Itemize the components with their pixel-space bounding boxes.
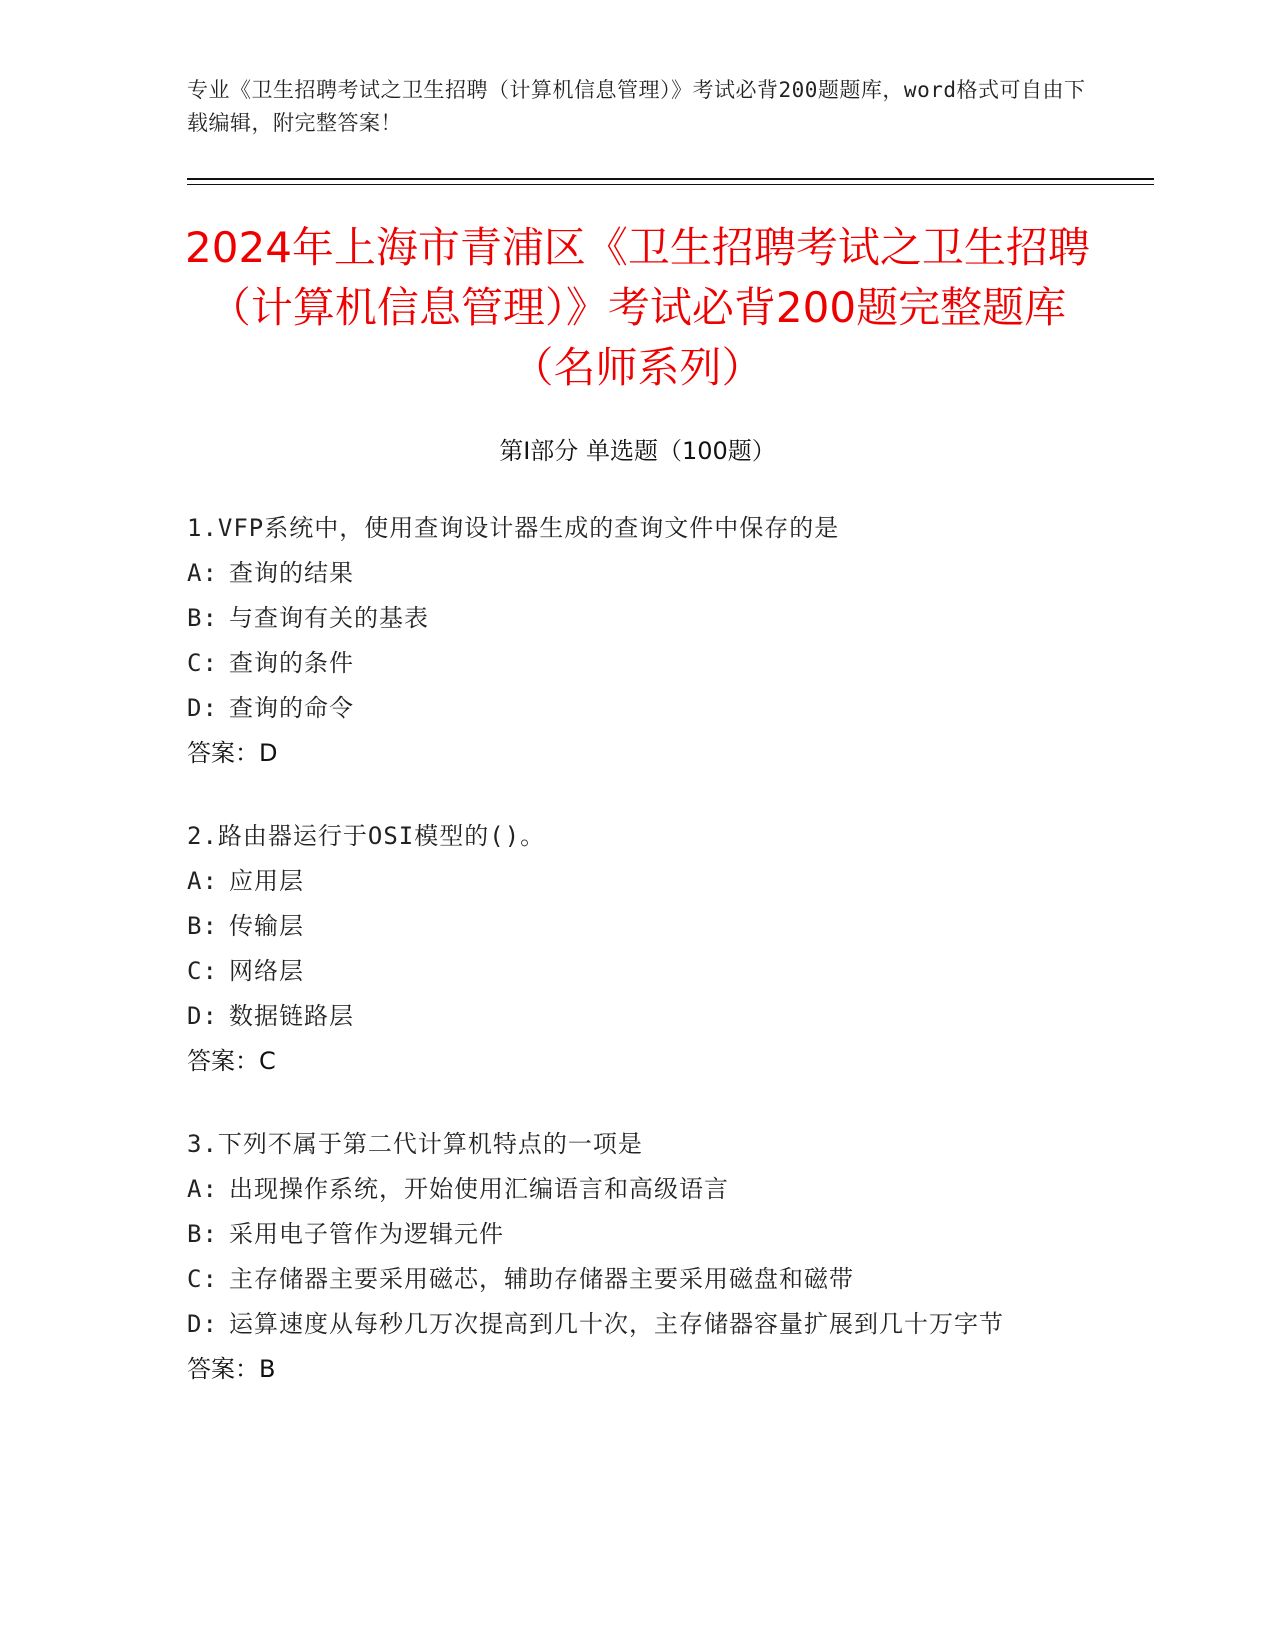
header-divider-thick bbox=[187, 178, 1154, 180]
option-b bbox=[187, 1212, 1087, 1257]
option-text: 应用层 bbox=[229, 867, 304, 895]
question-stem: 2.路由器运行于OSI模型的()。 bbox=[187, 822, 546, 850]
option-text: 查询的结果 bbox=[229, 559, 354, 587]
option-text: 主存储器主要采用磁芯，辅助存储器主要采用磁盘和磁带 bbox=[229, 1265, 854, 1293]
option-c bbox=[187, 949, 1087, 994]
option-text: 采用电子管作为逻辑元件 bbox=[229, 1220, 504, 1248]
option-text: 查询的条件 bbox=[229, 649, 354, 677]
option-key: C: bbox=[187, 957, 218, 985]
answer: 答案：C bbox=[187, 1047, 276, 1075]
question-1 bbox=[187, 506, 1087, 776]
option-b bbox=[187, 904, 1087, 949]
option-text: 运算速度从每秒几万次提高到几十次，主存储器容量扩展到几十万字节 bbox=[229, 1310, 1004, 1338]
option-d bbox=[187, 686, 1087, 731]
option-a bbox=[187, 859, 1087, 904]
option-key: B: bbox=[187, 1220, 218, 1248]
option-d bbox=[187, 994, 1087, 1039]
option-b bbox=[187, 596, 1087, 641]
option-key: C: bbox=[187, 649, 218, 677]
option-key: D: bbox=[187, 1002, 218, 1030]
option-key: D: bbox=[187, 1310, 218, 1338]
option-key: A: bbox=[187, 867, 218, 895]
option-text: 查询的命令 bbox=[229, 694, 354, 722]
option-a bbox=[187, 1167, 1087, 1212]
option-text: 传输层 bbox=[229, 912, 304, 940]
option-text: 出现操作系统，开始使用汇编语言和高级语言 bbox=[229, 1175, 729, 1203]
option-text: 网络层 bbox=[229, 957, 304, 985]
question-2 bbox=[187, 814, 1087, 1084]
option-text: 与查询有关的基表 bbox=[229, 604, 429, 632]
option-c bbox=[187, 1257, 1087, 1302]
option-key: A: bbox=[187, 1175, 218, 1203]
option-a bbox=[187, 551, 1087, 596]
document-title: 2024年上海市青浦区《卫生招聘考试之卫生招聘（计算机信息管理）》考试必背200题完整题库（名师系列） bbox=[185, 223, 1090, 392]
answer: 答案：B bbox=[187, 1355, 276, 1383]
option-key: B: bbox=[187, 604, 218, 632]
question-3 bbox=[187, 1122, 1087, 1392]
answer: 答案：D bbox=[187, 739, 278, 767]
option-c bbox=[187, 641, 1087, 686]
option-text: 数据链路层 bbox=[229, 1002, 354, 1030]
header-note: 专业《卫生招聘考试之卫生招聘（计算机信息管理）》考试必背200题题库，word格式可自由下载编辑，附完整答案！ bbox=[187, 78, 1086, 135]
option-d bbox=[187, 1302, 1067, 1347]
question-stem: 3.下列不属于第二代计算机特点的一项是 bbox=[187, 1130, 643, 1158]
option-key: C: bbox=[187, 1265, 218, 1293]
section-heading: 第Ⅰ部分 单选题（100题） bbox=[499, 437, 776, 465]
option-key: A: bbox=[187, 559, 218, 587]
option-key: D: bbox=[187, 694, 218, 722]
header-divider-thin bbox=[187, 184, 1154, 185]
option-key: B: bbox=[187, 912, 218, 940]
question-stem: 1.VFP系统中，使用查询设计器生成的查询文件中保存的是 bbox=[187, 514, 840, 542]
